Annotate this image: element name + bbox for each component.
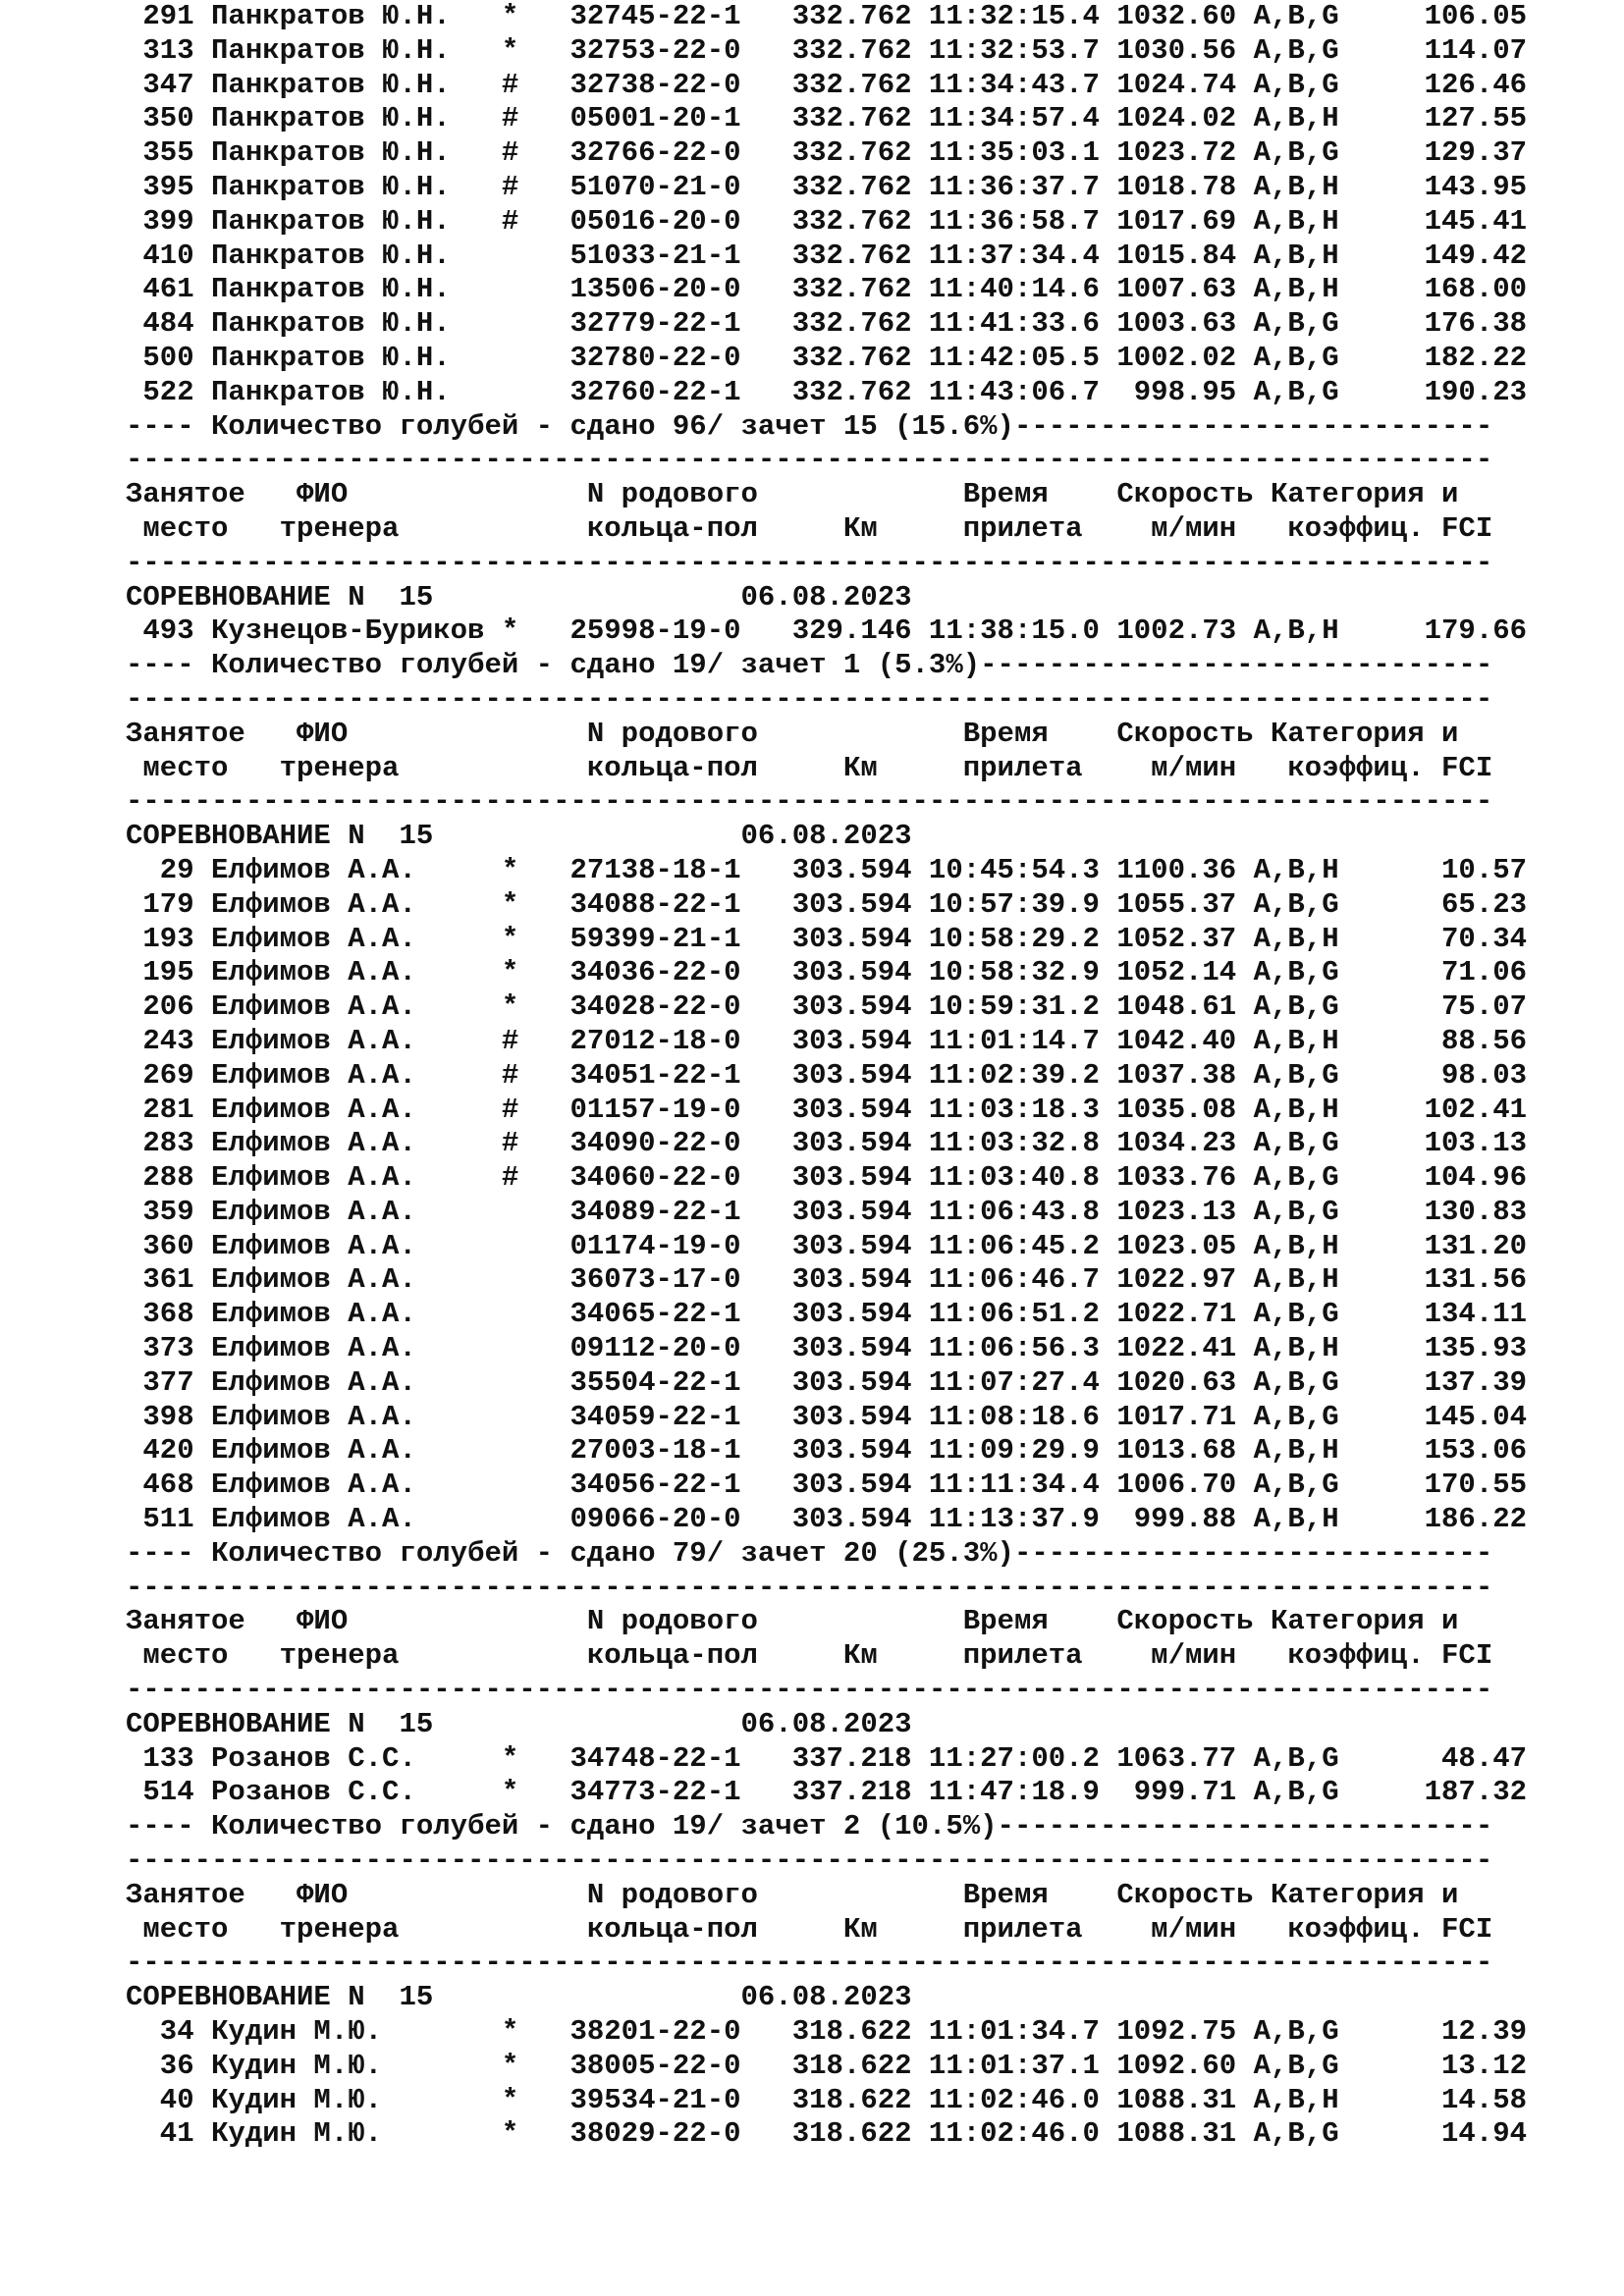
table-row: 360 Елфимов А.А. 01174-19-0 303.594 11:06:45.2 1023.05 A,B,H 131.20 bbox=[126, 1229, 1528, 1262]
table-row: 377 Елфимов А.А. 35504-22-1 303.594 11:07:27.4 1020.63 A,B,G 137.39 bbox=[126, 1365, 1528, 1399]
table-row: 461 Панкратов Ю.Н. 13506-20-0 332.762 11:40:14.6 1007.63 A,B,H 168.00 bbox=[126, 273, 1528, 306]
table-row: 313 Панкратов Ю.Н. * 32753-22-0 332.762 11:32:53.7 1030.56 A,B,G 114.07 bbox=[126, 33, 1528, 67]
table-row: 493 Кузнецов-Буриков * 25998-19-0 329.146 11:38:15.0 1002.73 A,B,H 179.66 bbox=[126, 614, 1528, 648]
competition-header: СОРЕВНОВАНИЕ N 15 06.08.2023 bbox=[126, 820, 912, 853]
table-row: 468 Елфимов А.А. 34056-22-1 303.594 11:11:34.4 1006.70 A,B,G 170.55 bbox=[126, 1468, 1528, 1502]
table-header-line-1: Занятое ФИО N родового Время Скорость Категория и bbox=[126, 1605, 1459, 1638]
table-row: 29 Елфимов А.А. * 27138-18-1 303.594 10:45:54.3 1100.36 A,B,H 10.57 bbox=[126, 853, 1528, 886]
table-row: 243 Елфимов А.А. # 27012-18-0 303.594 11:01:14.7 1042.40 A,B,H 88.56 bbox=[126, 1024, 1528, 1057]
table-header-line-2: место тренера кольца-пол Км прилета м/мин коэффиц. FCI bbox=[126, 751, 1493, 784]
table-header-line-2: место тренера кольца-пол Км прилета м/мин коэффиц. FCI bbox=[126, 1912, 1493, 1946]
table-header-line-1: Занятое ФИО N родового Время Скорость Категория и bbox=[126, 717, 1459, 750]
separator-line: -------------------------------------------------------------------------------- bbox=[126, 444, 1493, 477]
table-row: 500 Панкратов Ю.Н. 32780-22-0 332.762 11:42:05.5 1002.02 A,B,G 182.22 bbox=[126, 341, 1528, 374]
separator-line: -------------------------------------------------------------------------------- bbox=[126, 1571, 1493, 1604]
table-row: 368 Елфимов А.А. 34065-22-1 303.594 11:06:51.2 1022.71 A,B,G 134.11 bbox=[126, 1298, 1528, 1331]
separator-line: -------------------------------------------------------------------------------- bbox=[126, 1844, 1493, 1878]
table-row: 373 Елфимов А.А. 09112-20-0 303.594 11:06:56.3 1022.41 A,B,H 135.93 bbox=[126, 1332, 1528, 1365]
separator-line: -------------------------------------------------------------------------------- bbox=[126, 1674, 1493, 1707]
table-row: 34 Кудин М.Ю. * 38201-22-0 318.622 11:01:34.7 1092.75 A,B,G 12.39 bbox=[126, 2015, 1528, 2049]
table-row: 41 Кудин М.Ю. * 38029-22-0 318.622 11:02:46.0 1088.31 A,B,G 14.94 bbox=[126, 2117, 1528, 2151]
section-summary: ---- Количество голубей - сдано 96/ зачет 15 (15.6%)---------------------------- bbox=[126, 409, 1493, 443]
table-row: 206 Елфимов А.А. * 34028-22-0 303.594 10:59:31.2 1048.61 A,B,G 75.07 bbox=[126, 990, 1528, 1024]
table-row: 288 Елфимов А.А. # 34060-22-0 303.594 11:03:40.8 1033.76 A,B,G 104.96 bbox=[126, 1161, 1528, 1195]
table-row: 398 Елфимов А.А. 34059-22-1 303.594 11:08:18.6 1017.71 A,B,G 145.04 bbox=[126, 1400, 1528, 1433]
table-row: 40 Кудин М.Ю. * 39534-21-0 318.622 11:02:46.0 1088.31 A,B,H 14.58 bbox=[126, 2083, 1528, 2116]
table-row: 193 Елфимов А.А. * 59399-21-1 303.594 10:58:29.2 1052.37 A,B,H 70.34 bbox=[126, 922, 1528, 955]
table-row: 347 Панкратов Ю.Н. # 32738-22-0 332.762 11:34:43.7 1024.74 A,B,G 126.46 bbox=[126, 68, 1528, 101]
separator-line: -------------------------------------------------------------------------------- bbox=[126, 546, 1493, 579]
table-row: 511 Елфимов А.А. 09066-20-0 303.594 11:13:37.9 999.88 A,B,H 186.22 bbox=[126, 1503, 1528, 1536]
section-summary: ---- Количество голубей - сдано 79/ зачет 20 (25.3%)---------------------------- bbox=[126, 1536, 1493, 1570]
table-row: 484 Панкратов Ю.Н. 32779-22-1 332.762 11:41:33.6 1003.63 A,B,G 176.38 bbox=[126, 307, 1528, 341]
table-row: 179 Елфимов А.А. * 34088-22-1 303.594 10:57:39.9 1055.37 A,B,G 65.23 bbox=[126, 887, 1528, 921]
table-header-line-1: Занятое ФИО N родового Время Скорость Категория и bbox=[126, 478, 1459, 511]
results-report bbox=[126, 0, 1598, 2152]
table-row: 399 Панкратов Ю.Н. # 05016-20-0 332.762 11:36:58.7 1017.69 A,B,H 145.41 bbox=[126, 204, 1528, 238]
table-row: 291 Панкратов Ю.Н. * 32745-22-1 332.762 11:32:15.4 1032.60 A,B,G 106.05 bbox=[126, 0, 1528, 32]
competition-header: СОРЕВНОВАНИЕ N 15 06.08.2023 bbox=[126, 1707, 912, 1740]
table-row: 361 Елфимов А.А. 36073-17-0 303.594 11:06:46.7 1022.97 A,B,H 131.56 bbox=[126, 1263, 1528, 1297]
table-row: 420 Елфимов А.А. 27003-18-1 303.594 11:09:29.9 1013.68 A,B,H 153.06 bbox=[126, 1434, 1528, 1468]
table-row: 359 Елфимов А.А. 34089-22-1 303.594 11:06:43.8 1023.13 A,B,G 130.83 bbox=[126, 1195, 1528, 1228]
table-row: 395 Панкратов Ю.Н. # 51070-21-0 332.762 11:36:37.7 1018.78 A,B,H 143.95 bbox=[126, 170, 1528, 203]
table-row: 522 Панкратов Ю.Н. 32760-22-1 332.762 11:43:06.7 998.95 A,B,G 190.23 bbox=[126, 375, 1528, 408]
table-header-line-1: Занятое ФИО N родового Время Скорость Категория и bbox=[126, 1878, 1459, 1911]
table-row: 410 Панкратов Ю.Н. 51033-21-1 332.762 11:37:34.4 1015.84 A,B,H 149.42 bbox=[126, 239, 1528, 272]
table-row: 350 Панкратов Ю.Н. # 05001-20-1 332.762 11:34:57.4 1024.02 A,B,H 127.55 bbox=[126, 102, 1528, 135]
section-summary: ---- Количество голубей - сдано 19/ зачет 2 (10.5%)----------------------------- bbox=[126, 1810, 1493, 1843]
table-header-line-2: место тренера кольца-пол Км прилета м/мин коэффиц. FCI bbox=[126, 1639, 1493, 1673]
table-row: 355 Панкратов Ю.Н. # 32766-22-0 332.762 11:35:03.1 1023.72 A,B,G 129.37 bbox=[126, 136, 1528, 170]
table-row: 283 Елфимов А.А. # 34090-22-0 303.594 11:03:32.8 1034.23 A,B,G 103.13 bbox=[126, 1127, 1528, 1160]
section-summary: ---- Количество голубей - сдано 19/ зачет 1 (5.3%)------------------------------ bbox=[126, 649, 1493, 682]
table-row: 281 Елфимов А.А. # 01157-19-0 303.594 11:03:18.3 1035.08 A,B,H 102.41 bbox=[126, 1093, 1528, 1126]
table-row: 133 Розанов С.С. * 34748-22-1 337.218 11:27:00.2 1063.77 A,B,G 48.47 bbox=[126, 1741, 1528, 1775]
competition-header: СОРЕВНОВАНИЕ N 15 06.08.2023 bbox=[126, 580, 912, 614]
table-header-line-2: место тренера кольца-пол Км прилета м/мин коэффиц. FCI bbox=[126, 511, 1493, 545]
table-row: 269 Елфимов А.А. # 34051-22-1 303.594 11:02:39.2 1037.38 A,B,G 98.03 bbox=[126, 1058, 1528, 1092]
table-row: 514 Розанов С.С. * 34773-22-1 337.218 11:47:18.9 999.71 A,B,G 187.32 bbox=[126, 1776, 1528, 1809]
table-row: 36 Кудин М.Ю. * 38005-22-0 318.622 11:01:37.1 1092.60 A,B,G 13.12 bbox=[126, 2049, 1528, 2082]
table-row: 195 Елфимов А.А. * 34036-22-0 303.594 10:58:32.9 1052.14 A,B,G 71.06 bbox=[126, 956, 1528, 989]
separator-line: -------------------------------------------------------------------------------- bbox=[126, 785, 1493, 819]
separator-line: -------------------------------------------------------------------------------- bbox=[126, 682, 1493, 716]
competition-header: СОРЕВНОВАНИЕ N 15 06.08.2023 bbox=[126, 1981, 912, 2014]
separator-line: -------------------------------------------------------------------------------- bbox=[126, 1947, 1493, 1980]
